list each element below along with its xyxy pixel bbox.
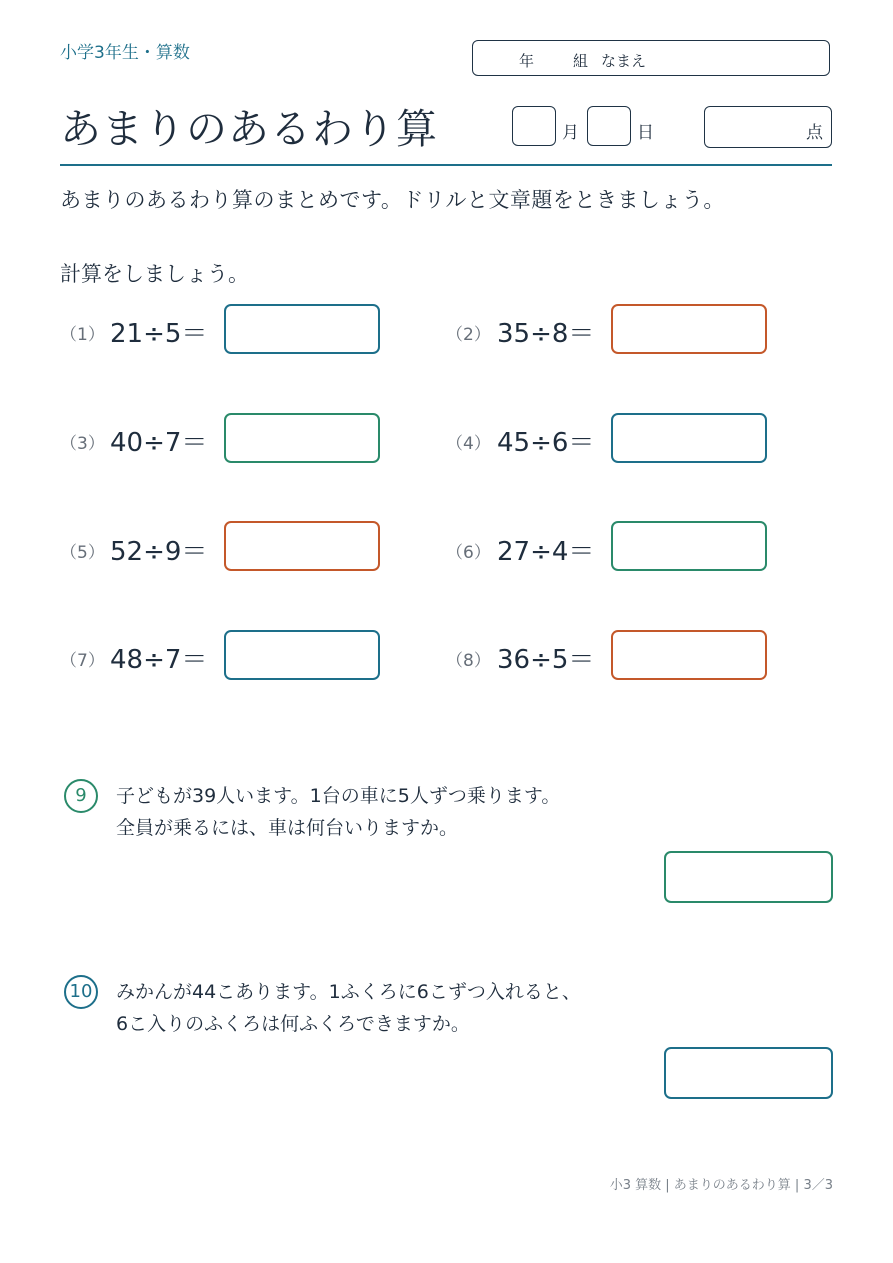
- grade-subject-label: 小学3年生・算数: [60, 43, 190, 63]
- problem-expression: 52÷9＝: [110, 537, 208, 567]
- day-input-box[interactable]: [587, 106, 631, 146]
- word-problem-line: 6こ入りのふくろは何ふくろできますか。: [116, 1013, 470, 1035]
- answer-box[interactable]: [611, 630, 767, 680]
- problem-expression: 35÷8＝: [497, 319, 595, 349]
- problem-number: （3）: [60, 434, 105, 454]
- word-problem-answer-box[interactable]: [664, 851, 833, 903]
- problem-expression: 45÷6＝: [497, 428, 595, 458]
- word-problem-text: [116, 976, 581, 1040]
- answer-box[interactable]: [224, 521, 380, 571]
- problem-expression: 27÷4＝: [497, 537, 595, 567]
- problem-number: （8）: [446, 651, 491, 671]
- answer-box[interactable]: [611, 521, 767, 571]
- score-label: 点: [806, 123, 823, 143]
- problem-expression: 21÷5＝: [110, 319, 208, 349]
- intro-text: あまりのあるわり算のまとめです。ドリルと文章題をときましょう。: [60, 188, 725, 212]
- day-label: 日: [637, 123, 654, 143]
- problem-number: （5）: [60, 543, 105, 563]
- word-problem-line: 全員が乗るには、車は何台いりますか。: [116, 817, 459, 839]
- problem-expression: 48÷7＝: [110, 645, 208, 675]
- problem-number: （4）: [446, 434, 491, 454]
- page-title: あまりのあるわり算: [60, 105, 438, 153]
- word-problem-number-badge: 9: [64, 779, 98, 813]
- class-label: 組: [573, 52, 589, 70]
- word-problem-line: 子どもが39人います。1台の車に5人ずつ乗ります。: [116, 785, 561, 807]
- answer-box[interactable]: [611, 413, 767, 463]
- problem-expression: 36÷5＝: [497, 645, 595, 675]
- name-label: なまえ: [601, 52, 647, 70]
- answer-box[interactable]: [224, 413, 380, 463]
- name-box[interactable]: [472, 40, 830, 76]
- problem-number: （6）: [446, 543, 491, 563]
- score-box[interactable]: [704, 106, 832, 148]
- answer-box[interactable]: [224, 630, 380, 680]
- word-problem-text: [116, 780, 560, 844]
- header-divider: [60, 164, 832, 166]
- word-problem-line: みかんが44こあります。1ふくろに6こずつ入れると、: [116, 981, 581, 1003]
- word-problem-number-badge: 10: [64, 975, 98, 1009]
- page-footer: 小3 算数 | あまりのあるわり算 | 3／3: [609, 1178, 833, 1193]
- problem-number: （2）: [446, 325, 491, 345]
- problem-number: （7）: [60, 651, 105, 671]
- drill-heading: 計算をしましょう。: [60, 262, 249, 286]
- problem-expression: 40÷7＝: [110, 428, 208, 458]
- year-label: 年: [519, 52, 535, 70]
- month-label: 月: [562, 123, 579, 143]
- answer-box[interactable]: [224, 304, 380, 354]
- month-input-box[interactable]: [512, 106, 556, 146]
- answer-box[interactable]: [611, 304, 767, 354]
- word-problem-answer-box[interactable]: [664, 1047, 833, 1099]
- problem-number: （1）: [60, 325, 105, 345]
